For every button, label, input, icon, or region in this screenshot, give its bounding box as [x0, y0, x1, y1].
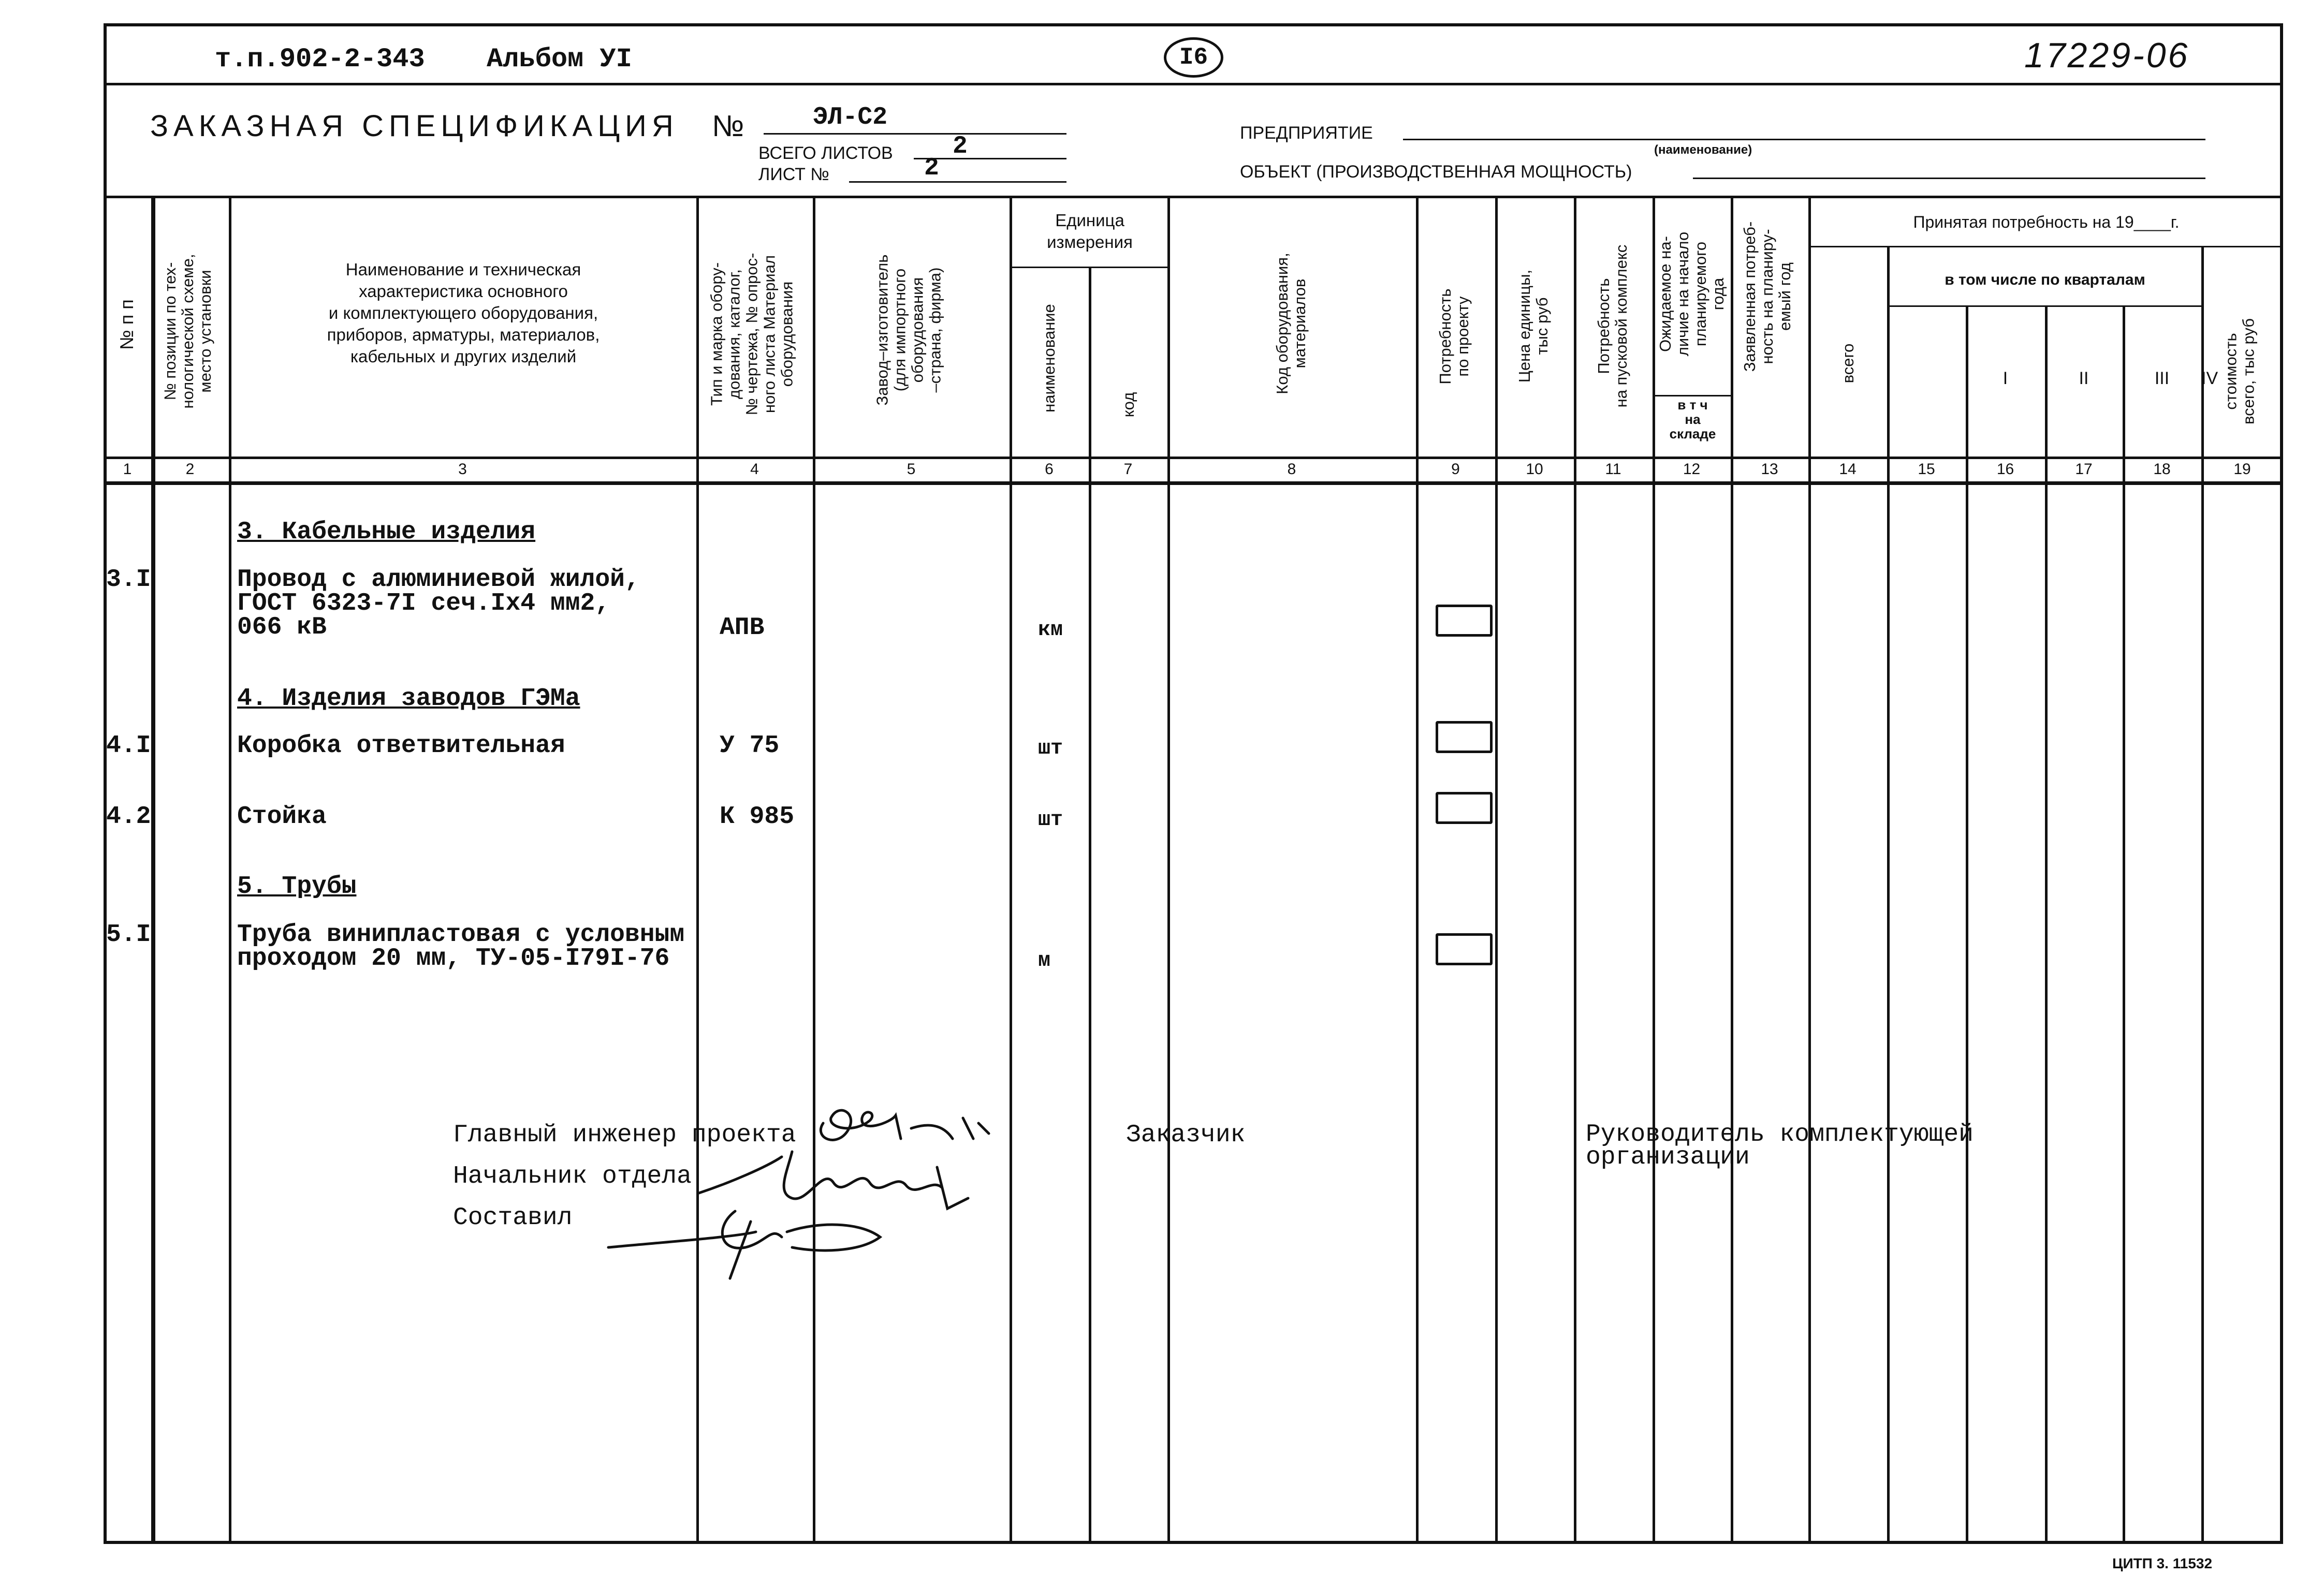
page-number [1164, 37, 1223, 78]
customer-label: Заказчик [1126, 1121, 1246, 1149]
spec-number-value: ЭЛ-С2 [813, 104, 888, 131]
col-rule-16 [2045, 305, 2048, 1544]
project-code: т.п.902-2-343 [215, 44, 425, 75]
row-number: 4.2 [106, 803, 151, 831]
col-rule-17 [2123, 305, 2125, 1544]
column-number: 8 [1287, 461, 1296, 478]
column-number: 6 [1045, 461, 1054, 478]
row-name: Стойка [237, 803, 327, 831]
column-number: 13 [1761, 461, 1778, 478]
column-number: 19 [2233, 461, 2251, 478]
enterprise-underline [1403, 139, 2205, 140]
spec-number-label: № [712, 109, 744, 143]
org-head-label: Руководитель комплектующей организации [1586, 1121, 1974, 1171]
section-heading: 5. Трубы [237, 873, 357, 901]
header-quarters-group: в том числе по кварталам [1945, 271, 2145, 288]
section-heading: 4. Изделия заводов ГЭМа [237, 685, 580, 713]
page-number-text: I6 [1179, 44, 1208, 71]
header-quarter-1: I [2003, 369, 2008, 388]
column-number: 18 [2153, 461, 2171, 478]
header-unit-name: наименование [1040, 304, 1058, 413]
stock-rule [1653, 395, 1731, 396]
doc-number: 17229-06 [2024, 36, 2190, 75]
header-expected-stock: Ожидаемое на- личие на начало планируемого года [1656, 231, 1727, 357]
column-number: 16 [1996, 461, 2014, 478]
column-number: 17 [2075, 461, 2093, 478]
total-sheets-label: ВСЕГО ЛИСТОВ [758, 143, 893, 163]
unit-group-rule [1010, 267, 1167, 268]
row-name: Провод с алюминиевой жилой, ГОСТ 6323-7I сеч.Iх4 мм2, 066 кВ [237, 566, 640, 641]
sheet-label: ЛИСТ № [758, 165, 829, 184]
col-rule-8 [1416, 196, 1419, 1544]
column-number: 9 [1451, 461, 1460, 478]
header-type: Тип и марка обору- дования, каталог, № чертежа, № опрос- ного листа Материал оборудования [707, 253, 796, 416]
object-label: ОБЪЕКТ (ПРОИЗВОДСТВЕННАЯ МОЩНОСТЬ) [1240, 162, 1632, 182]
need-checkbox[interactable] [1436, 933, 1493, 965]
header-equipment-code: Код оборудования, материалов [1273, 253, 1309, 394]
row-unit: шт [1038, 737, 1063, 760]
col-rule-2 [229, 196, 231, 1544]
row-type: У 75 [720, 732, 780, 760]
col-rule-18 [2201, 246, 2204, 1544]
col-rule-9 [1495, 196, 1498, 1544]
signature-compiled [601, 1190, 890, 1284]
need-checkbox[interactable] [1436, 721, 1493, 753]
column-number: 3 [458, 461, 467, 478]
enterprise-label: ПРЕДПРИЯТИЕ [1240, 123, 1373, 143]
row-unit: м [1038, 949, 1051, 973]
row-unit: км [1038, 619, 1063, 642]
need-checkbox[interactable] [1436, 792, 1493, 824]
header-manufacturer: Завод–изготовитель (для импортного оборудования –страна, фирма) [873, 254, 944, 406]
column-number: 10 [1526, 461, 1543, 478]
header-total: всего [1839, 343, 1857, 384]
naming-note: (наименование) [1654, 143, 1752, 157]
row-type: АПВ [720, 614, 765, 642]
column-number: 5 [907, 461, 916, 478]
column-number: 12 [1683, 461, 1701, 478]
header-declared-need: Заявленная потреб- ность на планиру- емый год [1741, 221, 1794, 372]
sheet-underline [849, 181, 1066, 183]
col-rule-14 [1887, 246, 1890, 1544]
top-strip-divider [104, 83, 2283, 85]
header-project-need: Потребность по проекту [1436, 288, 1472, 385]
header-unit-code: код [1119, 392, 1137, 418]
col-rule-13 [1808, 196, 1811, 1544]
sheet-value: 2 [924, 154, 939, 182]
quarters-rule [1887, 305, 2201, 307]
header-unit-price: Цена единицы, тыс руб [1515, 269, 1551, 383]
album-label: Альбом УI [487, 44, 632, 75]
need-checkbox[interactable] [1436, 605, 1493, 637]
column-number: 14 [1839, 461, 1857, 478]
row-name: Коробка ответвительная [237, 732, 565, 760]
colnum-bottom-rule [104, 481, 2283, 485]
accepted-rule [1808, 246, 2283, 247]
header-name: Наименование и техническая характеристика основного и комплектующего оборудования, приборов, арматуры, материалов, кабельных и других изделий [327, 260, 600, 366]
header-quarter-2: II [2079, 369, 2089, 388]
spec-number-underline [764, 133, 1066, 135]
row-number: 5.I [106, 921, 151, 949]
col-rule-4 [813, 196, 815, 1544]
row-number: 4.I [106, 732, 151, 760]
header-top-rule [104, 196, 2283, 198]
col-rule-3 [696, 196, 699, 1544]
col-rule-5 [1010, 196, 1012, 1544]
header-unit-group: Единица измерения [1047, 211, 1133, 252]
header-row-number: № п п [116, 299, 137, 350]
col-rule-12 [1731, 196, 1733, 1544]
spec-title: ЗАКАЗНАЯ СПЕЦИФИКАЦИЯ [150, 109, 679, 143]
chief-engineer-label: Главный инженер проекта [453, 1121, 796, 1149]
header-in-stock: в т ч на складе [1669, 397, 1716, 442]
column-number: 11 [1605, 461, 1621, 478]
row-unit: шт [1038, 808, 1063, 832]
header-startup-need: Потребность на пусковой комплекс [1595, 244, 1630, 408]
header-quarter-3: III [2154, 369, 2170, 388]
object-underline [1693, 178, 2205, 179]
row-number: 3.I [106, 566, 151, 594]
header-position: № позиции по тех- нологической схеме, место установки [161, 254, 214, 409]
col-rule-1 [151, 196, 155, 1544]
col-rule-7 [1167, 196, 1170, 1544]
header-cost: стоимость всего, тыс руб [2221, 318, 2258, 425]
department-head-label: Начальник отдела [453, 1163, 692, 1190]
compiled-label: Составил [453, 1204, 573, 1232]
header-accepted-need: Принятая потребность на 19____г. [1913, 213, 2180, 231]
column-number: 4 [750, 461, 759, 478]
row-type: К 985 [720, 803, 795, 831]
col-rule-15 [1966, 305, 1968, 1544]
document-frame [104, 23, 2283, 1544]
footer-stamp: ЦИТП 3. 11532 [2112, 1555, 2213, 1571]
section-heading: 3. Кабельные изделия [237, 518, 536, 546]
column-number: 15 [1918, 461, 1935, 478]
row-name: Труба винипластовая с условным проходом 20 мм, ТУ-05-I79I-76 [237, 921, 685, 973]
column-number: 7 [1123, 461, 1133, 478]
column-number: 1 [123, 461, 132, 478]
column-number: 2 [185, 461, 195, 478]
col-rule-10 [1574, 196, 1576, 1544]
total-sheets-value: 2 [953, 133, 968, 160]
